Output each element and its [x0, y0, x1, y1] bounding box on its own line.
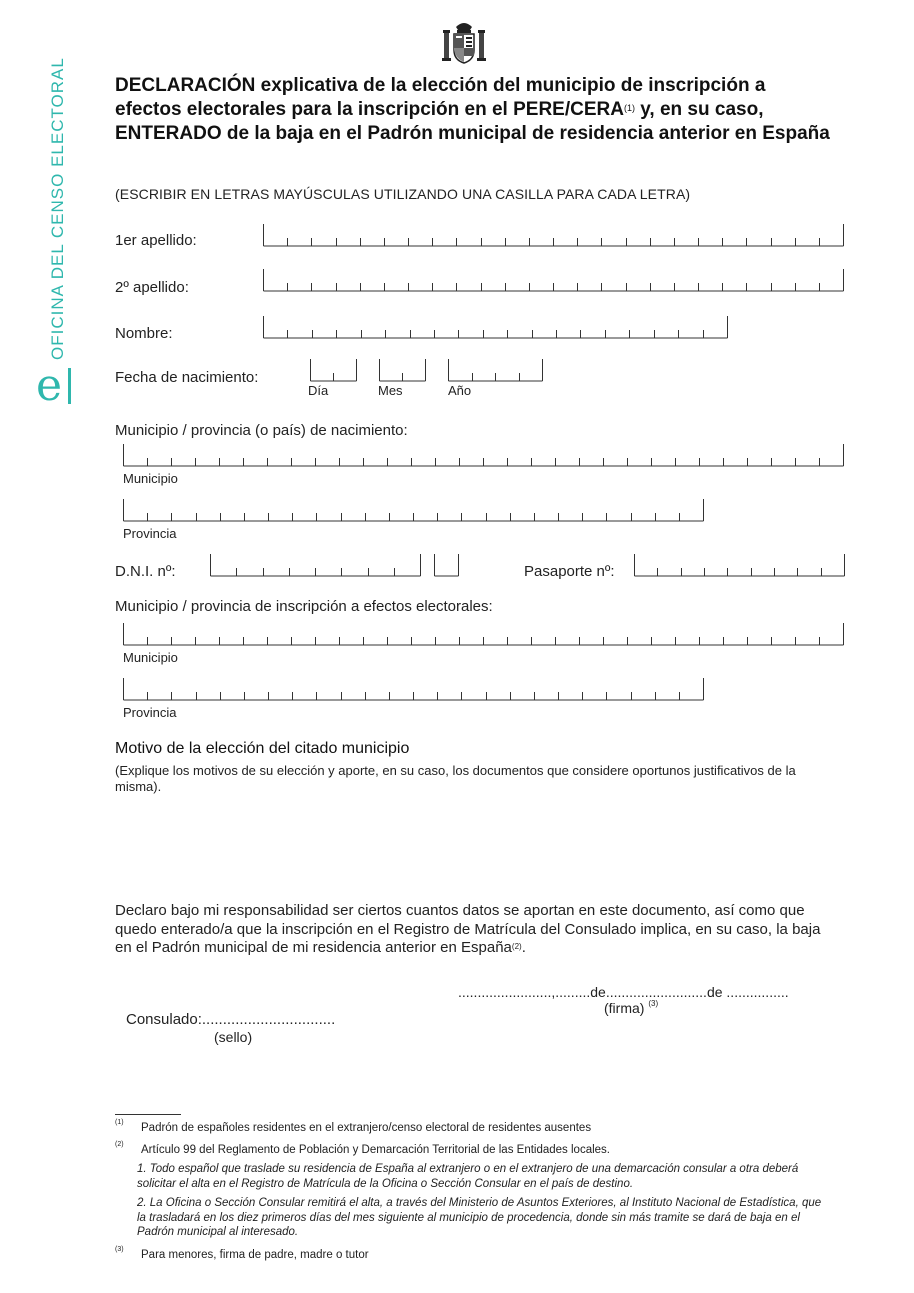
footnote-3: Para menores, firma de padre, madre o tutor [141, 1249, 369, 1261]
nacimiento-heading: Municipio / provincia (o país) de nacimiento: [115, 422, 408, 439]
inscripcion-provincia-label: Provincia [123, 705, 177, 720]
motivo-answer-area[interactable] [115, 800, 835, 890]
footnote-1: Padrón de españoles residentes en el extranjero/censo electoral de residentes ausentes [141, 1122, 592, 1134]
title-bold: DECLARACIÓN [115, 75, 256, 96]
motivo-title: Motivo de la elección del citado municipio [115, 740, 410, 757]
apellido2-boxes[interactable] [263, 269, 845, 293]
declaration-text [115, 902, 835, 958]
declaration-body: Declaro bajo mi responsabilidad ser ciertos cuantos datos se aportan en este documento, así como que quedo enterado/a que la inscripción en el Registro de Matrícula del Consulado implica, en su caso, la baja en el Padrón municipal de mi residencia anterior en España [115, 902, 821, 956]
office-logo-letter: e [36, 368, 63, 406]
pasaporte-label: Pasaporte nº: [524, 563, 615, 580]
document-title [115, 74, 835, 146]
title-text-2: y, en su caso, ENTERADO de la baja en el Padrón municipal de residencia anterior en España [115, 99, 830, 144]
dni-boxes[interactable] [210, 554, 422, 578]
nacimiento-provincia-boxes[interactable] [123, 499, 705, 523]
inscripcion-heading: Municipio / provincia de inscripción a efectos electorales: [115, 598, 493, 615]
nacimiento-provincia-label: Provincia [123, 526, 177, 541]
apellido1-label: 1er apellido: [115, 232, 197, 249]
date-line[interactable]: ........................,.........de..........................de ................ [458, 984, 789, 1000]
inscripcion-municipio-label: Municipio [123, 650, 178, 665]
footnote-2-paragraph-1: 1. Todo español que traslade su residencia de España al extranjero o en el extranjero de una demarcación consular a otra deberá solicitar el alta en el Registro de Matrícula de la Oficina o Sección Consular en el país de destino. [137, 1163, 799, 1190]
footnote-2-mark: (2) [115, 1141, 124, 1148]
pasaporte-boxes[interactable] [634, 554, 846, 578]
sidebar-office-name: OFICINA DEL CENSO ELECTORAL [48, 57, 67, 360]
fecha-nacimiento-label: Fecha de nacimiento: [115, 369, 259, 386]
apellido2-label: 2º apellido: [115, 279, 189, 296]
footnote-3-mark: (3) [115, 1246, 124, 1253]
footnote-2-paragraph-2: 2. La Oficina o Sección Consular remitirá el alta, a través del Ministerio de Asuntos Exteriores, al Instituto Nacional de Estadística, que la trasladará en los diez primeros días del mes siguiente al municipio de procedencia, donde sin más tramite se dará de baja en el Padrón municipal al interesado. [137, 1197, 822, 1238]
dia-boxes[interactable] [310, 359, 358, 383]
nacimiento-municipio-label: Municipio [123, 471, 178, 486]
sello-label: (sello) [214, 1029, 253, 1045]
anio-boxes[interactable] [448, 359, 544, 383]
coat-of-arms-icon [440, 18, 488, 66]
inscripcion-municipio-boxes[interactable] [123, 623, 845, 647]
dni-letter-box[interactable] [434, 554, 460, 578]
nombre-label: Nombre: [115, 325, 173, 342]
title-footnote-ref: (1) [623, 103, 635, 113]
dia-label: Día [308, 383, 329, 398]
footnote-2: Artículo 99 del Reglamento de Población y Demarcación Territorial de las Entidades locales. [141, 1144, 610, 1156]
anio-label: Año [448, 383, 472, 398]
mes-label: Mes [378, 383, 403, 398]
declaration-footnote-ref: (2) [511, 942, 522, 951]
mes-boxes[interactable] [379, 359, 427, 383]
declaration-end: . [521, 939, 526, 956]
office-logo-icon [34, 368, 76, 406]
nacimiento-municipio-boxes[interactable] [123, 444, 845, 468]
dni-label: D.N.I. nº: [115, 563, 176, 580]
firma-footnote-ref: (3) [648, 999, 659, 1008]
nombre-boxes[interactable] [263, 316, 729, 340]
consulado-line[interactable]: Consulado:................................ [126, 1011, 336, 1028]
firma-text: (firma) [604, 1000, 645, 1016]
instructions: (ESCRIBIR EN LETRAS MAYÚSCULAS UTILIZANDO UNA CASILLA PARA CADA LETRA) [115, 186, 691, 202]
title-text-1: explicativa de la elección del municipio de inscripción a efectos electorales para la inscripción en el PERE/CERA [115, 75, 766, 120]
inscripcion-provincia-boxes[interactable] [123, 678, 705, 702]
footnote-1-mark: (1) [115, 1119, 124, 1126]
firma-label [604, 1000, 658, 1016]
footnote-divider [115, 1114, 181, 1115]
apellido1-boxes[interactable] [263, 224, 845, 248]
motivo-note: (Explique los motivos de su elección y aporte, en su caso, los documentos que considere oportunos justificativos de la misma). [115, 763, 796, 794]
